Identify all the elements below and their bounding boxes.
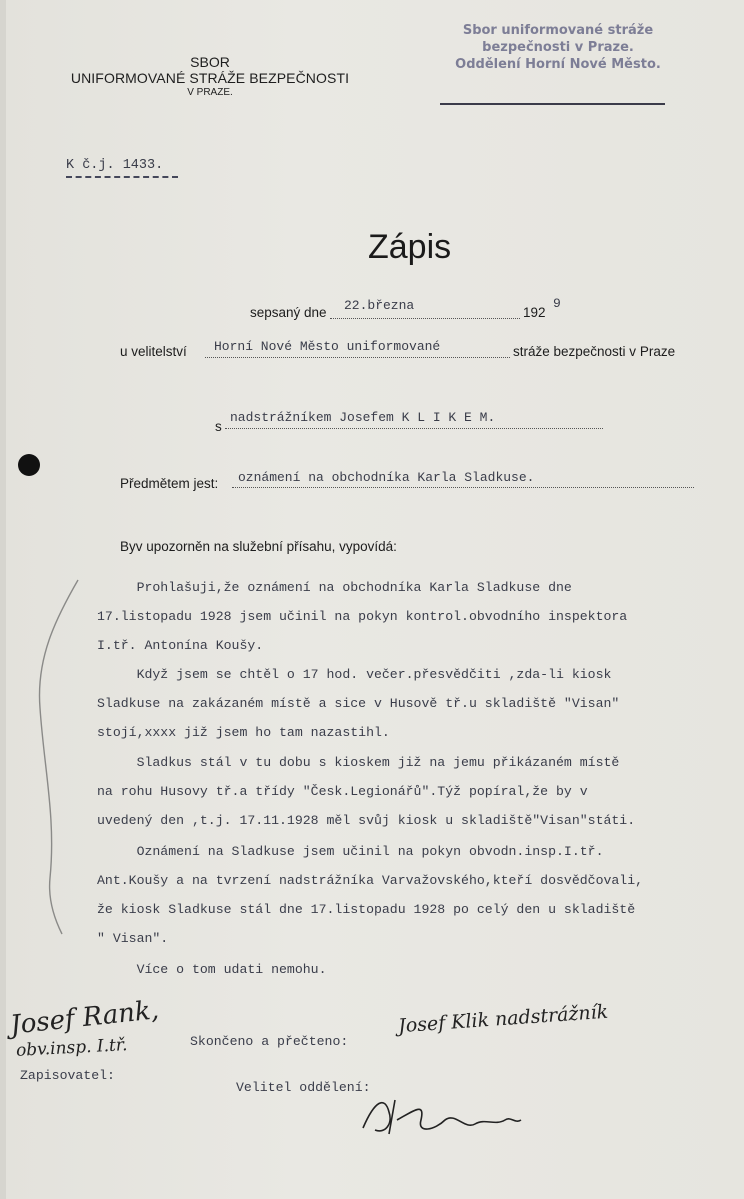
signature-recorder-rank: obv.insp. I.tř.: [15, 1035, 128, 1061]
commander-label: Velitel oddělení:: [236, 1080, 371, 1095]
subject-label: Předmětem jest:: [120, 476, 219, 491]
subject-dotted-line: [232, 487, 694, 488]
body-line: Více o tom udati nemohu.: [97, 962, 327, 977]
body-line: 17.listopadu 1928 jsem učinil na pokyn kontrol.obvodního inspektora: [97, 609, 628, 624]
org-line-1: SBOR: [190, 54, 230, 70]
organization-header: [50, 54, 370, 99]
stamp-line-1: Sbor uniformované stráže: [462, 23, 654, 38]
place-value: Horní Nové Město uniformované: [214, 339, 441, 354]
paper-edge: [0, 0, 6, 1199]
reference-underline: [66, 176, 178, 178]
date-label: sepsaný dne: [250, 305, 327, 320]
body-line: Sladkus stál v tu dobu s kioskem již na jemu přikázaném místě: [97, 755, 620, 770]
body-line: stojí,xxxx již jsem ho tam nazastihl.: [97, 725, 390, 740]
org-line-3: V PRAZE.: [187, 87, 233, 98]
reference-number: K č.j. 1433.: [66, 158, 164, 173]
document-title: Zápis: [368, 228, 452, 266]
with-value: nadstrážníkem Josefem K L I K E M.: [230, 410, 496, 425]
body-line: uvedený den ,t.j. 17.11.1928 měl svůj kiosk u skladiště"Visan"státi.: [97, 813, 636, 828]
stamp-line-3: Oddělení Horní Nové Město.: [455, 57, 661, 72]
year-suffix: 9: [553, 296, 561, 311]
oath-line: Byv upozorněn na služební přísahu, vypovídá:: [120, 539, 397, 554]
body-line: Prohlašuji,že oznámení na obchodníka Karla Sladkuse dne: [97, 580, 572, 595]
stamp-underline: [440, 103, 665, 105]
signature-commander: [355, 1090, 525, 1140]
subject-value: oznámení na obchodníka Karla Sladkuse.: [238, 470, 535, 485]
margin-pencil-mark: [26, 578, 86, 938]
body-line: Když jsem se chtěl o 17 hod. večer.přesvědčiti ,zda-li kiosk: [97, 667, 612, 682]
place-dotted-line: [205, 357, 510, 358]
signature-witness: Josef Klik nadstrážník: [397, 1000, 609, 1038]
date-dotted-line: [330, 318, 520, 319]
office-stamp: [448, 22, 668, 73]
place-suffix: stráže bezpečnosti v Praze: [513, 344, 676, 359]
with-dotted-line: [225, 428, 603, 429]
place-label: u velitelství: [120, 344, 187, 359]
body-line: Ant.Koušy a na tvrzení nadstrážníka Varvažovského,kteří dosvědčovali,: [97, 873, 644, 888]
year-prefix: 192: [523, 305, 546, 320]
date-value: 22.března: [344, 298, 415, 313]
body-line: na rohu Husovy tř.a třídy "Česk.Legionářů".Týž popíral,že by v: [97, 784, 588, 799]
org-line-2: UNIFORMOVANÉ STRÁŽE BEZPEČNOSTI: [70, 70, 350, 86]
signature-recorder: Josef Rank,: [8, 995, 161, 1041]
body-line: Oznámení na Sladkuse jsem učinil na pokyn obvodn.insp.I.tř.: [97, 844, 604, 859]
ended-label: Skončeno a přečteno:: [190, 1034, 349, 1049]
body-line: Sladkuse na zakázaném místě a sice v Husově tř.u skladiště "Visan": [97, 696, 620, 711]
stamp-line-2: bezpečnosti v Praze.: [482, 40, 634, 55]
body-line: I.tř. Antonína Koušy.: [97, 638, 264, 653]
binder-hole: [18, 454, 40, 476]
body-line: " Visan".: [97, 931, 169, 946]
body-line: že kiosk Sladkuse stál dne 17.listopadu 1928 po celý den u skladiště: [97, 902, 636, 917]
recorder-label: Zapisovatel:: [20, 1068, 115, 1083]
with-prefix: s: [215, 419, 222, 434]
